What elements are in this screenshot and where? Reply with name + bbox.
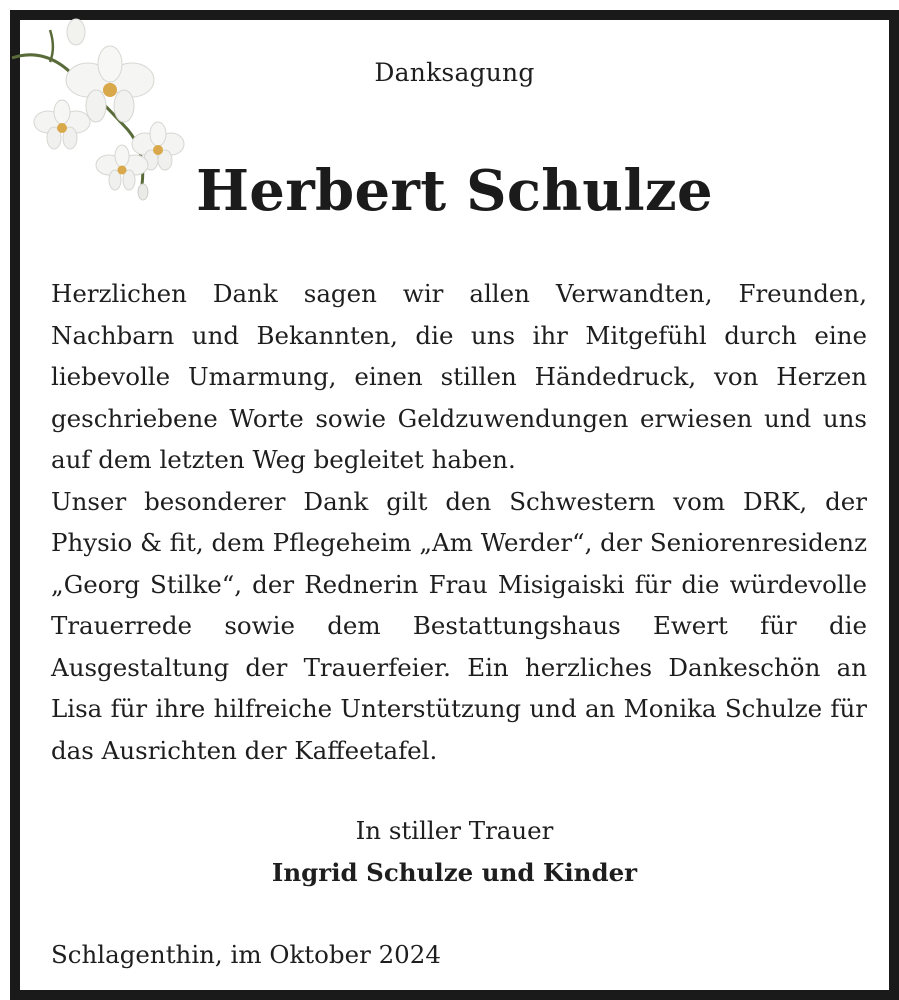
deceased-name: Herbert Schulze [196,158,713,224]
notice-heading: Danksagung [374,58,535,87]
notice-body [51,273,867,771]
mourning-line: In stiller Trauer [355,816,554,845]
place-date: Schlagenthin, im Oktober 2024 [51,940,441,969]
thanks-paragraph: Herzlichen Dank sagen wir allen Verwandten, Freunden, Nachbarn und Bekannten, die uns ihr Mitgefühl durch eine liebevolle Umarmung, einen stillen Händedruck, von Herzen geschriebene Worte sowie Geldzuwendungen erwiesen und uns auf dem letzten Weg begleitet haben. [51,279,867,474]
notice-frame [10,10,899,1000]
signers: Ingrid Schulze und Kinder [271,858,638,887]
special-thanks-paragraph: Unser besonderer Dank gilt den Schwestern vom DRK, der Physio & fit, dem Pflegeheim „Am Werder“, der Seniorenresidenz „Georg Stilke“, der Rednerin Frau Misigaiski für die würdevolle Trauerrede sowie dem Bestattungshaus Ewert für die Ausgestaltung der Trauerfeier. Ein herzliches Dankeschön an Lisa für ihre hilfreiche Unterstützung und an Monika Schulze für das Ausrichten der Kaffeetafel. [51,486,867,765]
